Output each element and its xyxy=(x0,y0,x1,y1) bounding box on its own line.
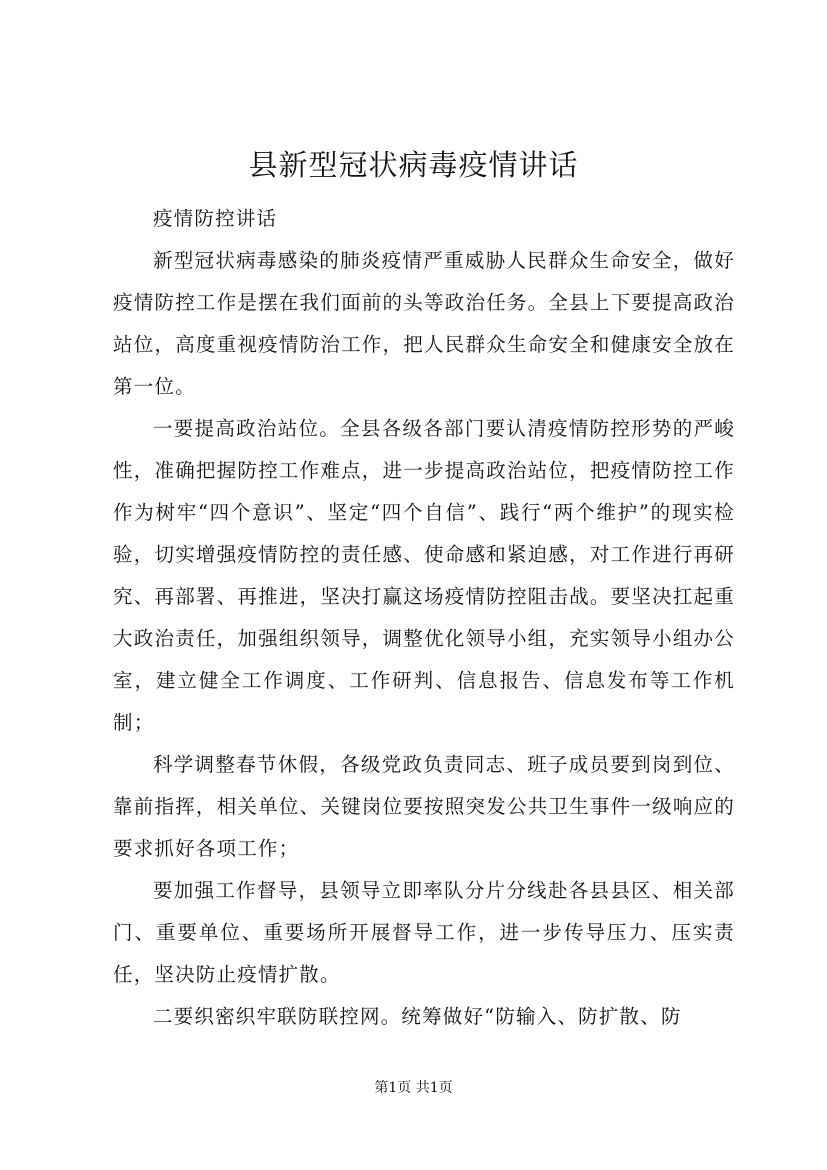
paragraph-point-one: 一要提高政治站位。全县各级各部门要认清疫情防控形势的严峻性，准确把握防控工作难点，进一步提高政治站位，把疫情防控工作作为树牢“四个意识”、坚定“四个自信”、践行“两个维护”的现实检验，切实增强疫情防控的责任感、使命感和紧迫感，对工作进行再研究、再部署、再推进，坚决打赢这场疫情防控阻击战。要坚决扛起重大政治责任，加强组织领导，调整优化领导小组，充实领导小组办公室，建立健全工作调度、工作研判、信息报告、信息发布等工作机制； xyxy=(113,417,735,734)
paragraph-intro: 新型冠状病毒感染的肺炎疫情严重威胁人民群众生命安全，做好疫情防控工作是摆在我们面前的头等政治任务。全县上下要提高政治站位，高度重视疫情防治工作，把人民群众生命安全和健康安全放在第一位。 xyxy=(113,249,735,398)
paragraph-point-two: 二要织密织牢联防联控网。统筹做好“防输入、防扩散、防 xyxy=(152,1005,682,1028)
paragraph-supervision: 要加强工作督导，县领导立即率队分片分线赴各县县区、相关部门、重要单位、重要场所开展督导工作，进一步传导压力、压实责任，坚决防止疫情扩散。 xyxy=(113,879,735,986)
paragraph-holiday-adjustment: 科学调整春节休假，各级党政负责同志、班子成员要到岗到位、靠前指挥，相关单位、关键岗位要按照突发公共卫生事件一级响应的要求抓好各项工作； xyxy=(113,753,735,860)
document-title: 县新型冠状病毒疫情讲话 xyxy=(248,148,579,182)
page-number-footer: 第1页 共1页 xyxy=(374,1080,453,1096)
paragraph-subtitle: 疫情防控讲话 xyxy=(152,207,278,230)
document-body xyxy=(113,198,735,1038)
